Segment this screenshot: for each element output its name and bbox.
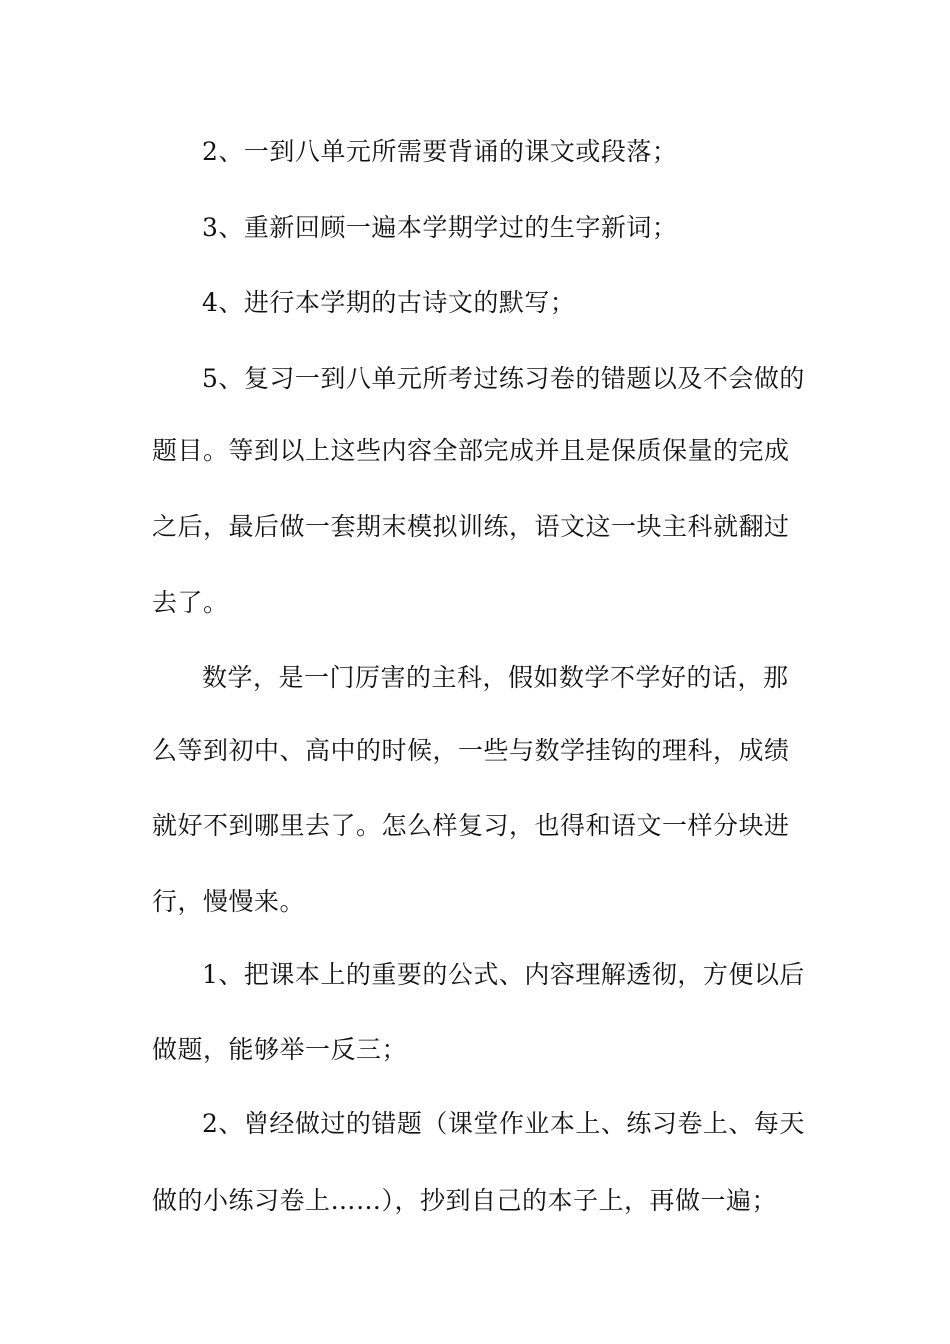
text-line-review-vocabulary: 3、重新回顾一遍本学期学过的生字新词； — [202, 213, 678, 242]
text-line-math-intro: 数学，是一门厉害的主科，假如数学不学好的话，那 — [202, 663, 789, 692]
text-line-continuation: 么等到初中、高中的时候，一些与数学挂钩的理科，成绩 — [152, 736, 790, 765]
text-line-past-mistakes: 2、曾经做过的错题（课堂作业本上、练习卷上、每天 — [202, 1109, 805, 1138]
text-line-continuation: 做的小练习卷上……），抄到自己的本子上，再做一遍； — [152, 1186, 778, 1215]
text-line-continuation: 之后，最后做一套期末模拟训练，语文这一块主科就翻过 — [152, 512, 790, 541]
text-line-continuation: 行，慢慢来。 — [152, 887, 306, 916]
text-line-continuation: 题目。等到以上这些内容全部完成并且是保质保量的完成 — [152, 436, 790, 465]
text-line-formulas: 1、把课本上的重要的公式、内容理解透彻，方便以后 — [202, 960, 805, 989]
text-line-review-recitation: 2、一到八单元所需要背诵的课文或段落； — [202, 137, 678, 166]
text-line-ancient-poems: 4、进行本学期的古诗文的默写； — [202, 288, 576, 317]
text-line-wrong-questions: 5、复习一到八单元所考过练习卷的错题以及不会做的 — [202, 364, 805, 393]
text-line-continuation: 去了。 — [152, 588, 229, 617]
text-line-continuation: 就好不到哪里去了。怎么样复习，也得和语文一样分块进 — [152, 811, 790, 840]
text-line-continuation: 做题，能够举一反三； — [152, 1035, 408, 1064]
